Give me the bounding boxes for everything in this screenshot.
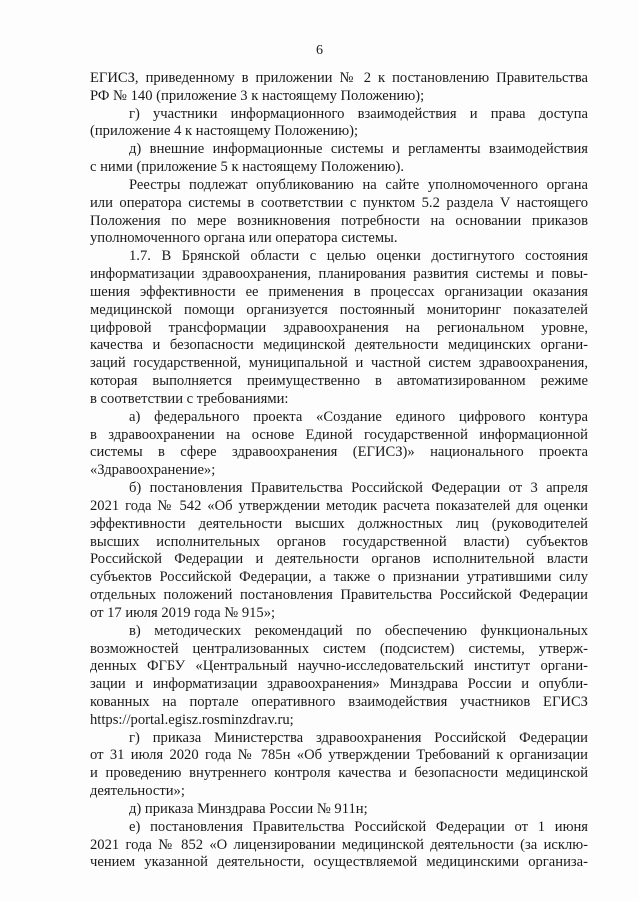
document-body (90, 70, 588, 872)
text-line: цифровой трансформации здравоохранения на региональном уровне, (90, 319, 588, 336)
text-line: Российской Федерации и деятельности органов исполнительной власти (90, 551, 588, 568)
text-line: возможностей централизованных систем (подсистем) системы, утверж- (90, 640, 588, 657)
text-line: отдельных положений постановления Правительства Российской Федерации (90, 587, 588, 604)
text-line: шения эффективности ее применения в процессах организации оказания (90, 283, 588, 300)
text-line: г) приказа Министерства здравоохранения Российской Федерации (129, 729, 588, 746)
text-line: е) постановления Правительства Российской Федерации от 1 июня (129, 818, 588, 835)
text-line: заций государственной, муниципальной и частной систем здравоохранения, (90, 355, 588, 372)
text-line: 2021 года № 852 «О лицензировании медицинской деятельности (за исклю- (90, 836, 588, 853)
text-line: д) приказа Минздрава России № 911н; (129, 800, 368, 817)
text-line: деятельности»; (90, 783, 185, 800)
text-line: ЕГИСЗ, приведенному в приложении № 2 к постановлению Правительства (90, 70, 588, 86)
text-line: или оператора системы в соответствии с пунктом 5.2 раздела V настоящего (90, 194, 588, 211)
text-line: информатизации здравоохранения, планирования развития системы и повы- (90, 266, 588, 283)
text-line: чением указанной деятельности, осуществляемой медицинскими организа- (90, 854, 588, 871)
text-line: Положения по мере возникновения потребности на основании приказов (90, 212, 588, 229)
text-line: от 31 июля 2020 года № 785н «Об утверждении Требований к организации (90, 747, 588, 764)
text-line: от 17 июля 2019 года № 915»; (90, 604, 276, 621)
text-line: качества и безопасности медицинской деятельности медицинских органи- (90, 337, 588, 354)
text-line: денных ФГБУ «Центральный научно-исследовательский институт органи- (90, 658, 588, 675)
text-line: д) внешние информационные системы и регламенты взаимодействия (129, 141, 588, 158)
text-line: Реестры подлежат опубликованию на сайте уполномоченного органа (129, 176, 588, 193)
text-line: в) методических рекомендаций по обеспечению функциональных (129, 622, 588, 639)
text-line: https://portal.egisz.rosminzdrav.ru; (90, 711, 294, 728)
text-line: г) участники информационного взаимодействия и права доступа (129, 105, 588, 122)
text-line: 1.7. В Брянской области с целью оценки достигнутого состояния (129, 248, 588, 265)
text-line: системы в сфере здравоохранения (ЕГИСЗ)» национального проекта (90, 444, 588, 461)
text-line: б) постановления Правительства Российской Федерации от 3 апреля (129, 480, 588, 497)
text-line: «Здравоохранение»; (90, 462, 216, 479)
text-line: в соответствии с требованиями: (90, 390, 289, 407)
text-line: кованных на портале оперативного взаимодействия участников ЕГИСЗ (90, 693, 588, 710)
text-line: эффективности деятельности высших должностных лиц (руководителей (90, 515, 588, 532)
text-line: уполномоченного органа или оператора системы. (90, 230, 398, 247)
text-line: а) федерального проекта «Создание единого цифрового контура (129, 408, 588, 425)
text-line: субъектов Российской Федерации, а также о признании утратившими силу (90, 569, 588, 586)
text-line: (приложение 4 к настоящему Положению); (90, 123, 359, 140)
text-line: которая выполняется преимущественно в автоматизированном режиме (90, 373, 588, 390)
text-line: высших исполнительных органов государственной власти) субъектов (90, 533, 588, 550)
page-number: 6 (316, 43, 323, 58)
text-line: 2021 года № 542 «Об утверждении методик расчета показателей для оценки (90, 497, 588, 514)
text-line: медицинской помощи организуется постоянный мониторинг показателей (90, 301, 588, 318)
text-line: в здравоохранении на основе Единой государственной информационной (90, 426, 588, 443)
text-line: с ними (приложение 5 к настоящему Положению). (90, 159, 405, 176)
text-line: зации и информатизации здравоохранения» Минздрава России и опубли- (90, 676, 588, 693)
text-line: РФ № 140 (приложение 3 к настоящему Положению); (90, 87, 425, 104)
text-line: и проведению внутреннего контроля качества и безопасности медицинской (90, 765, 588, 782)
